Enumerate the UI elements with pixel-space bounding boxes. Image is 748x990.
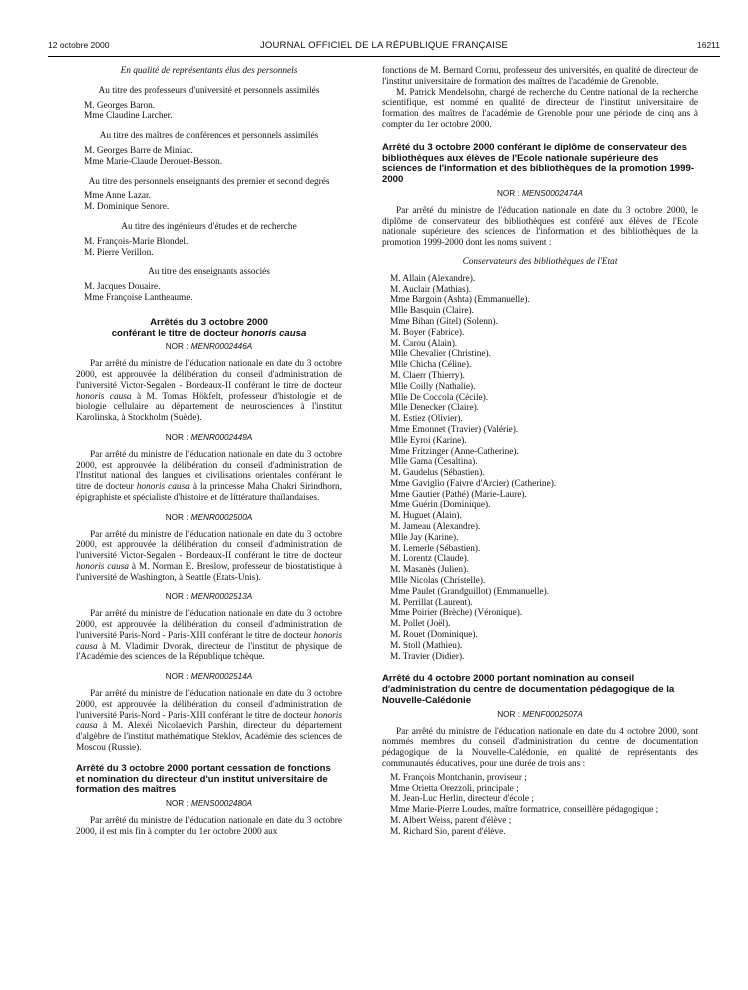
list-item: Mme Gaviglio (Faivre d'Arcier) (Catherine). (390, 478, 557, 489)
nor-code: MENS0002480A (191, 799, 253, 809)
list-item: M. Boyer (Fabrice). (390, 327, 465, 338)
list-subtitle: Conservateurs des bibliothèques de l'Etat (462, 256, 618, 267)
list-item: M. Albert Weiss, parent d'élève ; (390, 816, 512, 826)
list-item: Mlle Chevalier (Christine). (390, 349, 491, 360)
paragraph-text: Par arrêté du ministre de l'éducation nationale en date du 3 octobre 2000, est approuvée la délibération du conseil d'administration de l'université Paris-Nord - Paris-XIII conférant le titre de docteur (76, 609, 342, 641)
list-item: Mlle Jay (Karine). (390, 532, 459, 543)
list-item: Mme Françoise Lantheaume. (84, 292, 193, 303)
nor-label: NOR : (165, 342, 191, 352)
paragraph-text: Par arrêté du ministre de l'éducation nationale en date du 3 octobre 2000, est approuvée la délibération du conseil d'administration de l'université Victor-Segalen - Bordeaux-II conférant le titre de docteur (76, 529, 342, 562)
honoris-causa-italic: honoris causa (76, 710, 342, 732)
nor-reference (76, 513, 342, 524)
list-item: M. Masanès (Julien). (390, 565, 469, 576)
paragraph (76, 689, 342, 754)
nor-reference (76, 672, 342, 683)
list-item: M. François Montchanin, proviseur ; (390, 772, 527, 783)
nor-label: NOR : (165, 512, 191, 522)
list-item: M. Jameau (Alexandre). (390, 522, 481, 533)
intro-line: En qualité de représentants élus des personnels (120, 66, 298, 76)
nor-code: MENR0002514A (190, 672, 253, 682)
section-title: Arrêtés du 3 octobre 2000 (150, 316, 268, 328)
nor-reference (382, 710, 698, 721)
nor-code: MENR0002500A (190, 512, 253, 522)
paragraph: M. Patrick Mendelsohn, chargé de recherche du Centre national de la recherche scientifique, est nommé en qualité de directeur de l'institut universitaire de formation des maîtres de l'académie de Grenoble pour une période de cinq ans à compter du 1er octobre 2000. (382, 87, 698, 130)
nor-reference (76, 592, 342, 603)
paragraph (76, 609, 342, 663)
list-item: M. Estiez (Olivier). (390, 414, 463, 425)
honoris-causa-italic: honoris causa (76, 391, 132, 402)
honoris-causa-italic: honoris causa (76, 630, 342, 652)
paragraph-text: à la princesse Maha Chakri Sirindhorn, épigraphiste et spécialiste d'histoire et de littérature thaïlandaises. (76, 482, 342, 503)
paragraph (76, 450, 342, 504)
section-nouvelle-caledonie (382, 674, 698, 837)
list-item: Mme Marie-Claude Derouet-Besson. (84, 156, 223, 167)
header-page-number: 16211 (696, 40, 720, 50)
list-item: M. Auclair (Mathias). (390, 284, 472, 295)
nor-code: MENR0002513A (190, 592, 253, 602)
list-item: Mme Bihan (Gitel) (Solenn). (390, 316, 498, 327)
paragraph: Par arrêté du ministre de l'éducation nationale en date du 4 octobre 2000, sont nommés membres du conseil d'administration du centre de documentation pédagogique de la Nouvelle-Calédonie, en qualité de représentants des communautés éducatives, pour une durée de trois ans : (382, 726, 698, 770)
nor-code: MENS0002474A (522, 188, 584, 198)
paragraph: Par arrêté du ministre de l'éducation nationale en date du 3 octobre 2000, le diplôme de conservateur des bibliothèques est conféré aux élèves de l'Ecole nationale supérieure des sciences de l'information et des bibliothèques de la promotion 1999-2000 dont les noms suivent : (382, 205, 698, 249)
list-item: M. Pollet (Joël). (390, 619, 451, 630)
list-item: M. Jacques Douaire. (84, 282, 161, 293)
nor-label: NOR : (497, 709, 523, 719)
list-item: Mlle Basquin (Claire). (390, 306, 474, 317)
conservateurs-list (382, 274, 698, 663)
paragraph-text: à M. Alexéi Nicolaevich Parshin, directeur du département d'algèbre de l'institut mathématique Steklov, Académie des sciences de Moscou (Russie). (76, 721, 342, 754)
nor-reference (76, 342, 342, 353)
paragraph-text: Par arrêté du ministre de l'éducation nationale en date du 3 octobre 2000, est approuvée la délibération du conseil d'administration de l'Institut national des langues et civilisations orientales conférant le titre de docteur (76, 449, 342, 493)
list-item: M. Perrillat (Laurent). (390, 597, 473, 608)
list-item: M. Allain (Alexandre). (390, 273, 476, 284)
group-title: Au titre des professeurs d'université et personnels assimilés (98, 85, 320, 96)
list-item: Mlle Coilly (Nathalie). (390, 381, 476, 392)
nor-code: MENR0002449A (190, 432, 253, 442)
list-item: Mme Claudine Larcher. (84, 111, 173, 122)
list-item: M. Stoll (Mathieu). (390, 640, 463, 651)
section-title-line2 (76, 329, 342, 340)
list-item: Mlle Chicha (Céline). (390, 360, 472, 371)
members-list (382, 773, 698, 838)
list-item: M. Georges Barre de Miniac. (84, 145, 193, 156)
nor-label: NOR : (496, 188, 523, 198)
list-item: M. Richard Sio, parent d'élève. (390, 826, 506, 837)
list-item: M. Travier (Didier). (390, 651, 465, 662)
nor-label: NOR : (165, 672, 191, 682)
paragraph (76, 359, 342, 424)
section-title: Arrêté du 3 octobre 2000 portant cessation de fonctions et nomination du directeur d'un institut universitaire de formation des maîtres (76, 762, 331, 796)
group-title: Au titre des ingénieurs d'études et de recherche (121, 221, 297, 232)
list-item: M. Gaudelus (Sébastien). (390, 468, 485, 479)
list-item: Mme Emonnet (Travier) (Valérie). (390, 424, 519, 435)
list-item: Mme Fritzinger (Anne-Catherine). (390, 446, 519, 457)
paragraph (76, 530, 342, 584)
paragraph-text: à M. Norman E. Breslow, professeur de biostatistique à l'université de Washington, à Seattle (Etats-Unis). (76, 561, 342, 583)
section-title: Arrêté du 4 octobre 2000 portant nomination au conseil d'administration du centre de documentation pédagogique de la Nouvelle-Calédonie (382, 673, 675, 707)
nor-code: MENR0002446A (190, 342, 253, 352)
list-item: Mlle Denecker (Claire). (390, 403, 480, 414)
list-item: M. Pierre Verillon. (84, 247, 154, 258)
paragraph-text: Par arrêté du ministre de l'éducation nationale en date du 3 octobre 2000, est approuvée la délibération du conseil d'administration de l'université Victor-Segalen - Bordeaux-II conférant le titre de docteur (76, 359, 342, 391)
list-item: Mme Bargoin (Ashta) (Emmanuelle). (390, 295, 530, 306)
honoris-causa-italic: honoris causa (136, 482, 190, 493)
group-title: Au titre des maîtres de conférences et personnels assimilés (99, 131, 319, 142)
list-item: Mlle Nicolas (Christelle). (390, 576, 486, 587)
list-item: M. Lorentz (Claude). (390, 554, 469, 565)
page-header (48, 40, 720, 54)
section-conservateurs (382, 143, 698, 663)
list-item: Mme Orietta Orezzoli, principale ; (390, 783, 519, 794)
header-title: JOURNAL OFFICIEL DE LA RÉPUBLIQUE FRANÇAISE (259, 40, 509, 51)
right-column (382, 66, 698, 838)
list-item: Mme Anne Lazar. (84, 191, 151, 202)
paragraph: Par arrêté du ministre de l'éducation nationale en date du 3 octobre 2000, il est mis fin à compter du 1er octobre 2000 aux (76, 816, 342, 837)
paragraph-text: Par arrêté du ministre de l'éducation nationale en date du 3 octobre 2000, est approuvée la délibération du conseil d'administration de l'université Paris-Nord - Paris-XIII conférant le titre de docteur (76, 689, 342, 721)
list-item: M. Georges Baron. (84, 100, 156, 111)
section-title-text: conférant le titre de docteur (111, 327, 242, 339)
nor-reference (76, 433, 342, 444)
header-date: 12 octobre 2000 (48, 40, 110, 50)
list-item: Mlle Gama (Cesaltina). (390, 457, 478, 468)
nor-label: NOR : (165, 432, 191, 442)
list-item: M. Dominique Senore. (84, 202, 170, 213)
list-item: Mme Poirier (Brèche) (Véronique). (390, 608, 523, 619)
section-title: Arrêté du 3 octobre 2000 conférant le diplôme de conservateur des bibliothèques aux élèves de l'Ecole nationale supérieure des sciences de l'information et des bibliothèques de la promotion 1999-2000 (382, 141, 695, 186)
left-column (76, 66, 342, 838)
nor-label: NOR : (165, 592, 191, 602)
list-item: Mme Guérin (Dominique). (390, 500, 491, 511)
paragraph-text: à M. Tomas Hökfelt, professeur d'histologie et de biologie cellulaire au département de neurosciences à l'institut Karolinska, à Stockholm (Suède). (76, 391, 342, 424)
section-iufm (76, 764, 342, 838)
group-title: Au titre des enseignants associés (148, 267, 270, 278)
section-honoris-causa (76, 318, 342, 754)
section-title-italic: honoris causa (241, 327, 307, 339)
list-item: Mlle De Coccola (Cécile). (390, 392, 489, 403)
nor-code: MENF0002507A (522, 709, 583, 719)
nor-reference (382, 189, 698, 200)
list-item: M. Carou (Alain). (390, 338, 458, 349)
group-title: Au titre des personnels enseignants des premier et second degrés (88, 176, 330, 187)
paragraph-text: à M. Vladimir Dvorak, directeur de l'institut de physique de l'Académie des sciences de la République tchèque. (76, 641, 342, 663)
list-item: M. François-Marie Blondel. (84, 236, 189, 247)
paragraph: fonctions de M. Bernard Cornu, professeur des universités, en qualité de directeur de l'institut universitaire de formation des maîtres de l'académie de Grenoble. (382, 66, 698, 87)
list-item: Mme Gautier (Pathé) (Marie-Laure). (390, 489, 527, 500)
list-item: M. Rouet (Dominique). (390, 630, 478, 641)
list-item: Mlle Eyroi (Karine). (390, 435, 467, 446)
honoris-causa-italic: honoris causa (76, 561, 129, 572)
nor-reference (76, 799, 342, 810)
nor-label: NOR : (165, 799, 192, 809)
list-item: M. Lemerle (Sébastien). (390, 543, 481, 554)
list-item: M. Huguet (Alain). (390, 511, 462, 522)
list-item: Mme Marie-Pierre Loudes, maître formatrice, conseillère pédagogique ; (390, 805, 659, 816)
list-item: M. Claerr (Thierry). (390, 370, 465, 381)
header-rule (48, 56, 720, 57)
list-item: M. Jean-Luc Herlin, directeur d'école ; (390, 794, 534, 805)
list-item: Mme Paulet (Grandguillot) (Emmanuelle). (390, 586, 550, 597)
